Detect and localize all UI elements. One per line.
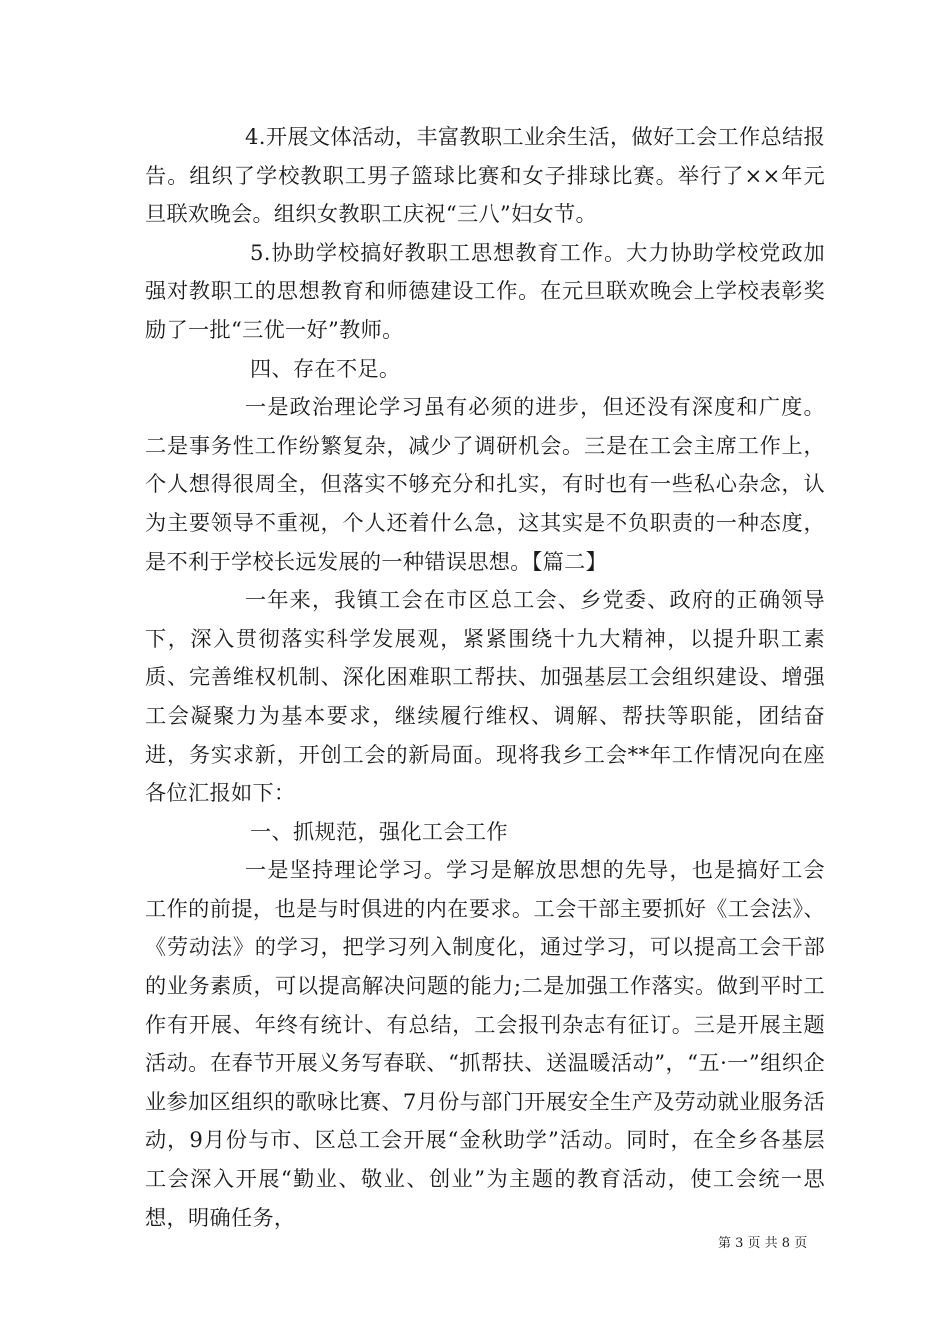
paragraph-annual-summary: 一年来，我镇工会在市区总工会、乡党委、政府的正确领导下，深入贯彻落实科学发展观，紧紧围绕十九大精神，以提升职工素质、完善维权机制、深化困难职工帮扶、加强基层工会组织建设、增强工会凝聚力为基本要求，继续履行维权、调解、帮扶等职能，团结奋进，务实求新，开创工会的新局面。现将我乡工会**年工作情况向在座各位汇报如下： <box>145 587 825 806</box>
paragraph-culture-sports: 4.开展文体活动，丰富教职工业余生活，做好工会工作总结报告。组织了学校教职工男子篮球比赛和女子排球比赛。举行了××年元旦联欢晚会。组织女教职工庆祝“三八”妇女节。 <box>145 124 825 227</box>
section-heading-standardization: 一、抓规范，强化工会工作 <box>250 818 508 844</box>
paragraph-ideological-education: 5.协助学校搞好教职工思想教育工作。大力协助学校党政加强对教职工的思想教育和师德建设工作。在元旦联欢晚会上学校表彰奖励了一批“三优一好”教师。 <box>145 239 825 342</box>
paragraph-shortcomings: 一是政治理论学习虽有必须的进步，但还没有深度和广度。二是事务性工作纷繁复杂，减少了调研机会。三是在工会主席工作上，个人想得很周全，但落实不够充分和扎实，有时也有一些私心杂念，认为主要领导不重视，个人还着什么急，这其实是不负职责的一种态度，是不利于学校长远发展的一种错误思想。【篇二】 <box>145 394 825 574</box>
page-number: 第 3 页 共 8 页 <box>718 1236 808 1251</box>
body-text <box>145 118 825 1237</box>
paragraph-theory-study: 一是坚持理论学习。学习是解放思想的先导，也是搞好工会工作的前提，也是与时俱进的内在要求。工会干部主要抓好《工会法》、《劳动法》的学习，把学习列入制度化，通过学习，可以提高工会干部的业务素质，可以提高解决问题的能力;二是加强工作落实。做到平时工作有开展、年终有统计、有总结，工会报刊杂志有征订。三是开展主题活动。在春节开展义务写春联、“抓帮扶、送温暖活动”，“五·一”组织企业参加区组织的歌咏比赛、7月份与部门开展安全生产及劳动就业服务活动，9月份与市、区总工会开展“金秋助学”活动。同时，在全乡各基层工会深入开展“勤业、敬业、创业”为主题的教育活动，使工会统一思想，明确任务， <box>145 857 825 1230</box>
section-heading-shortcomings: 四、存在不足。 <box>250 355 401 381</box>
